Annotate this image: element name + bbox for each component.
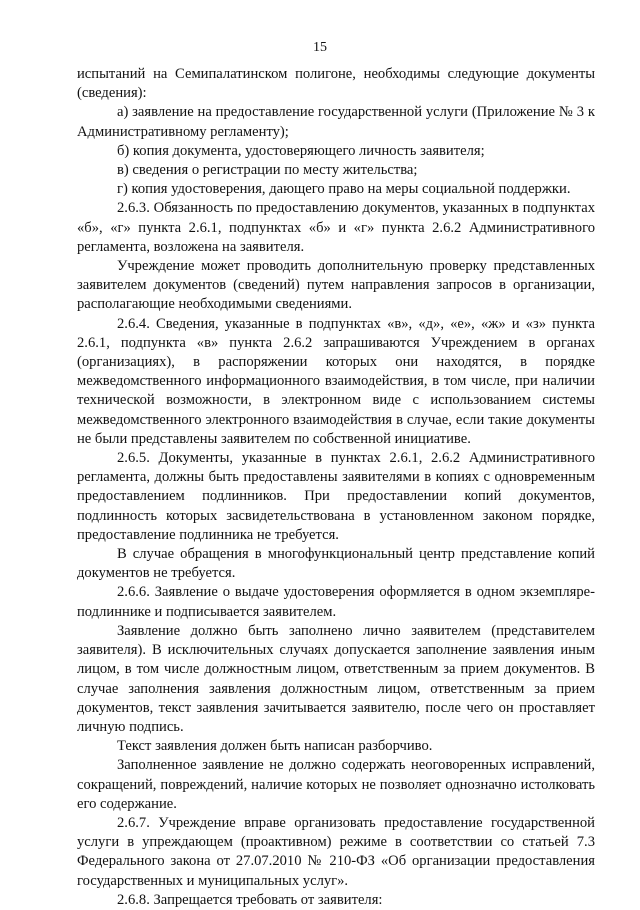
list-item-a: а) заявление на предоставление государственной услуги (Приложение № 3 к Административному регламенту); <box>77 104 595 140</box>
paragraph-mfc: В случае обращения в многофункциональный центр представление копий документов не требуется. <box>77 546 595 582</box>
list-item-v: в) сведения о регистрации по месту жительства; <box>117 162 418 179</box>
document-body <box>77 65 595 910</box>
list-item-b: б) копия документа, удостоверяющего личность заявителя; <box>117 142 485 159</box>
clause-2-6-4: 2.6.4. Сведения, указанные в подпунктах «в», «д», «е», «ж» и «з» пункта 2.6.1, подпункта «в» пункта 2.6.2 запрашиваются Учреждением в органах (организациях), в распоряжении которых они находятся, в порядке межведомственного информационного взаимодействия, в том числе, при наличии технической возможности, в электронном виде с использованием системы межведомственного электронного взаимодействия в случае, если такие документы не были представлены заявителем по собственной инициативе. <box>77 315 595 447</box>
paragraph-legibility: Текст заявления должен быть написан разборчиво. <box>117 738 433 755</box>
paragraph-verification: Учреждение может проводить дополнительную проверку представленных заявителем документов (сведений) путем направления запросов в организации, располагающие необходимыми сведениями. <box>77 258 595 313</box>
clause-2-6-6: 2.6.6. Заявление о выдаче удостоверения оформляется в одном экземпляре-подлиннике и подписывается заявителем. <box>77 584 595 620</box>
clause-2-6-3: 2.6.3. Обязанность по предоставлению документов, указанных в подпунктах «б», «г» пункта 2.6.1, подпунктах «б» и «г» пункта 2.6.2 Административного регламента, возложена на заявителя. <box>77 200 595 255</box>
paragraph-no-corrections: Заполненное заявление не должно содержать неоговоренных исправлений, сокращений, повреждений, наличие которых не позволяет однозначно истолковать его содержание. <box>77 757 595 812</box>
paragraph-application-filling: Заявление должно быть заполнено лично заявителем (представителем заявителя). В исключительных случаях допускается заполнение заявления иным лицом, в том числе должностным лицом, ответственным за прием документов. В случае заполнения заявления должностным лицом, ответственным за прием документов, текст заявления зачитывается заявителю, после чего он проставляет личную подпись. <box>77 622 595 735</box>
paragraph-continuation: испытаний на Семипалатинском полигоне, необходимы следующие документы (сведения): <box>77 66 595 102</box>
clause-2-6-5: 2.6.5. Документы, указанные в пунктах 2.6.1, 2.6.2 Административного регламента, должны быть предоставлены заявителями в копиях с одновременным предоставлением подлинников. При предоставлении копий документов, подлинность которых засвидетельствована в установленном законом порядке, предоставление подлинника не требуется. <box>77 450 595 543</box>
page-number: 15 <box>313 40 327 55</box>
list-item-g: г) копия удостоверения, дающего право на меры социальной поддержки. <box>117 181 571 198</box>
clause-2-6-7: 2.6.7. Учреждение вправе организовать предоставление государственной услуги в упреждающем (проактивном) режиме в соответствии со статьей 7.3 Федерального закона от 27.07.2010 № 210-ФЗ «Об организации предоставления государственных и муниципальных услуг». <box>77 814 595 889</box>
clause-2-6-8: 2.6.8. Запрещается требовать от заявителя: <box>117 891 383 908</box>
